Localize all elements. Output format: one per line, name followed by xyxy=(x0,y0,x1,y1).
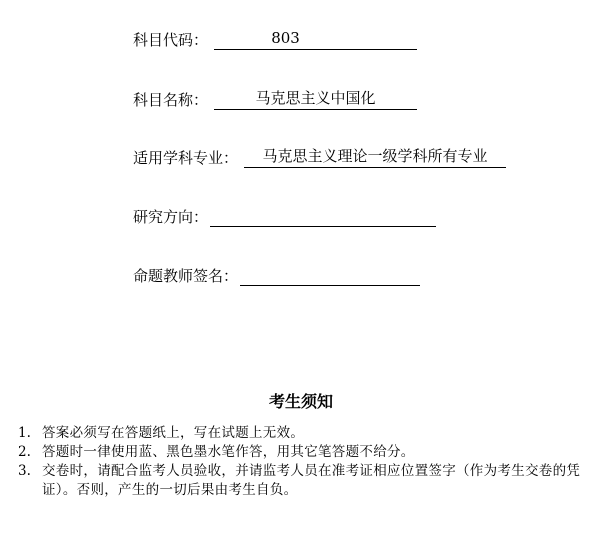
notice-item-number: 2. xyxy=(18,444,31,460)
subject-code-value: 803 xyxy=(271,29,300,47)
applicable-major-field xyxy=(244,147,506,168)
notice-item-1 xyxy=(18,424,596,443)
notice-list xyxy=(18,424,596,500)
research-direction-field xyxy=(210,206,436,227)
subject-code-label: 科目代码： xyxy=(133,31,209,49)
notice-item-text: 答题时一律使用蓝、黑色墨水笔作答，用其它笔答题不给分。 xyxy=(42,444,415,460)
subject-name-row xyxy=(133,88,417,110)
subject-code-field xyxy=(214,29,417,50)
notice-item-text: 交卷时，请配合监考人员验收，并请监考人员在准考证相应位置签字（作为考生交卷的凭证）。否则，产生的一切后果由考生自负。 xyxy=(42,463,581,498)
notice-item-number: 3. xyxy=(18,463,31,479)
setter-signature-label: 命题教师签名： xyxy=(133,267,239,285)
research-direction-label: 研究方向： xyxy=(133,208,209,226)
subject-name-value: 马克思主义中国化 xyxy=(255,89,376,107)
notice-item-text: 答案必须写在答题纸上，写在试题上无效。 xyxy=(42,425,305,441)
notice-item-number: 1. xyxy=(18,425,31,441)
applicable-major-value: 马克思主义理论一级学科所有专业 xyxy=(262,147,488,165)
applicable-major-label: 适用学科专业： xyxy=(133,149,239,167)
notice-item-3 xyxy=(18,462,596,500)
setter-signature-row xyxy=(133,264,420,286)
research-direction-row xyxy=(133,205,436,227)
subject-name-label: 科目名称： xyxy=(133,91,209,109)
setter-signature-field xyxy=(240,265,420,286)
subject-name-field xyxy=(214,89,417,110)
subject-code-row xyxy=(133,28,417,50)
notice-title: 考生须知 xyxy=(268,392,333,411)
applicable-major-row xyxy=(133,146,506,168)
notice-item-2 xyxy=(18,443,596,462)
